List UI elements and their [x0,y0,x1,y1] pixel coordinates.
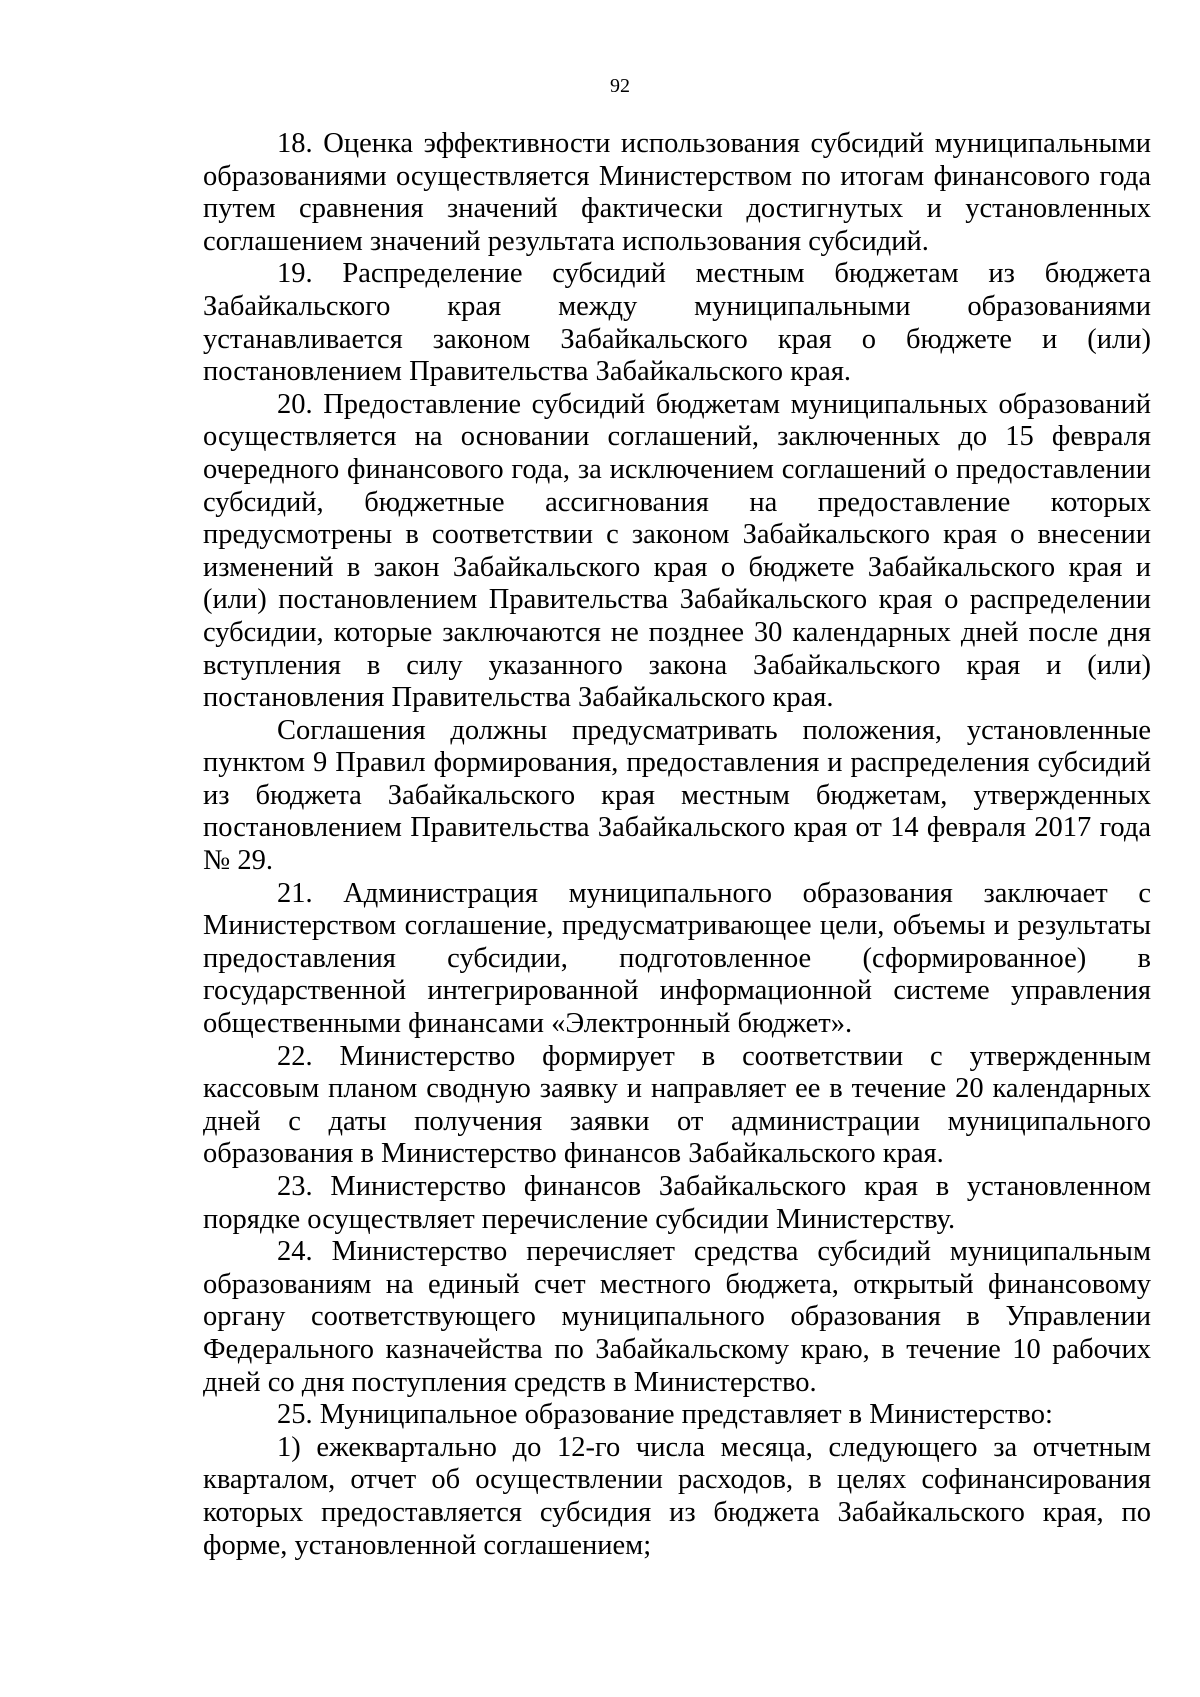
document-body [203,128,1151,1562]
paragraph-21: 21. Администрация муниципального образования заключает с Министерством соглашение, предусматривающее цели, объемы и результаты предоставления субсидии, подготовленное (сформированное) в государственной интегрированной информационной системе управления общественными финансами «Электронный бюджет». [203,877,1151,1040]
paragraph-25-item-1: 1) ежеквартально до 12-го числа месяца, следующего за отчетным кварталом, отчет об осуществлении расходов, в целях софинансирования которых предоставляется субсидия из бюджета Забайкальского края, по форме, установленной соглашением; [203,1431,1151,1561]
paragraph-23: 23. Министерство финансов Забайкальского края в установленном порядке осуществляет перечисление субсидии Министерству. [203,1171,1151,1235]
paragraph-agreements: Соглашения должны предусматривать положения, установленные пунктом 9 Правил формирования, предоставления и распределения субсидий из бюджета Забайкальского края местным бюджетам, утвержденных постановлением Правительства Забайкальского края от 14 февраля 2017 года № 29. [203,714,1151,877]
page-number: 92 [610,75,630,97]
paragraph-24: 24. Министерство перечисляет средства субсидий муниципальным образованиям на единый счет местного бюджета, открытый финансовому органу соответствующего муниципального образования в Управлении Федерального казначейства по Забайкальскому краю, в течение 10 рабочих дней со дня поступления средств в Министерство. [203,1236,1151,1398]
paragraph-22: 22. Министерство формирует в соответствии с утвержденным кассовым планом сводную заявку и направляет ее в течение 20 календарных дней с даты получения заявки от администрации муниципального образования в Министерство финансов Забайкальского края. [203,1040,1151,1170]
paragraph-20: 20. Предоставление субсидий бюджетам муниципальных образований осуществляется на основании соглашений, заключенных до 15 февраля очередного финансового года, за исключением соглашений о предоставлении субсидий, бюджетные ассигнования на предоставление которых предусмотрены в соответствии с законом Забайкальского края о внесении изменений в закон Забайкальского края о бюджете Забайкальского края и (или) постановлением Правительства Забайкальского края о распределении субсидии, которые заключаются не позднее 30 календарных дней после дня вступления в силу указанного закона Забайкальского края и (или) постановления Правительства Забайкальского края. [203,388,1151,714]
paragraph-19: 19. Распределение субсидий местным бюджетам из бюджета Забайкальского края между муниципальными образованиями устанавливается законом Забайкальского края о бюджете и (или) постановлением Правительства Забайкальского края. [203,258,1151,388]
paragraph-25: 25. Муниципальное образование представляет в Министерство: [277,1399,1053,1431]
paragraph-18: 18. Оценка эффективности использования субсидий муниципальными образованиями осуществляется Министерством по итогам финансового года путем сравнения значений фактически достигнутых и установленных соглашением значений результата использования субсидий. [203,128,1151,257]
